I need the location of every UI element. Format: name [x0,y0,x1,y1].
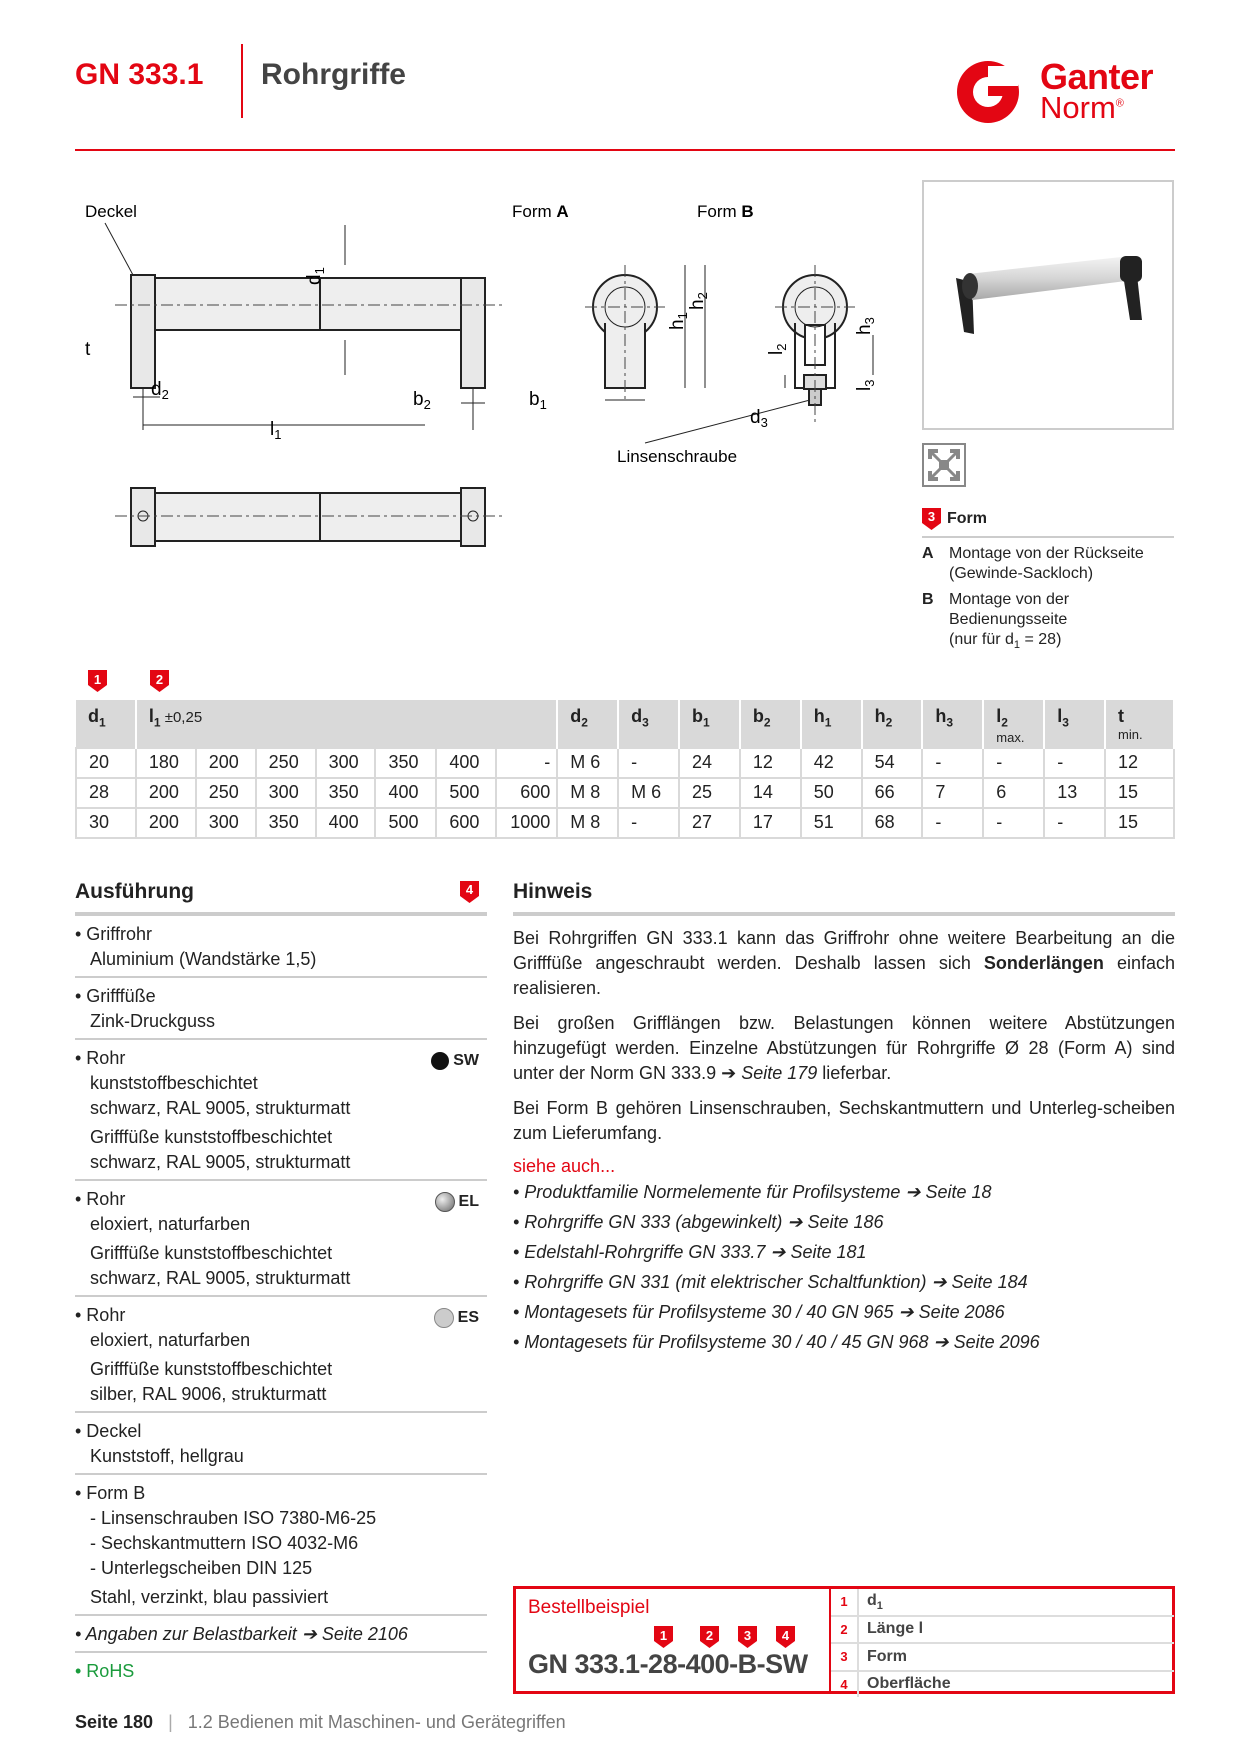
order-code: GN 333.1-28-400-B-SW [528,1649,808,1679]
badge-2-icon: 2 [155,672,164,687]
table-cell: M 6 [618,778,679,808]
product-code: GN 333.1 [75,58,204,91]
see-also-link[interactable]: • Rohrgriffe GN 333 (abgewinkelt) ➔ Seite 186 [513,1212,884,1232]
table-cell: 600 [496,778,557,808]
table-cell: 15 [1105,808,1174,838]
table-cell: - [1044,748,1105,778]
order-example-label: Bestellbeispiel [528,1597,650,1618]
table-cell: 51 [801,808,862,838]
dim-l1: $l_1$ [270,419,282,442]
table-cell: 180 [136,748,196,778]
hinweis-paragraph-2: Bei großen Grifflängen bzw. Belastungen können weitere Abstützungen hinzugefügt werden. Einzelne Abstützungen für Rohrgriffe Ø 28 (Form A) sind unter der Norm GN 333.9 ➔ Seite 179 lieferbar. [513,1013,1175,1083]
table-header-row [76,700,1174,748]
table-row [76,778,1174,808]
dim-l3: $l_3$ [854,379,877,391]
spec-finish-sw: • Rohr kunststoffbeschichtet schwarz, RAL 9005, strukturmatt Grifffüße kunststoffbeschichtet schwarz, RAL 9005, strukturmatt SW [75,1040,487,1181]
table-cell: 300 [256,778,316,808]
table-cell: 200 [136,808,196,838]
table-cell: - [1044,808,1105,838]
table-cell: 6 [983,778,1044,808]
table-cell: 54 [862,748,923,778]
spec-finish-es: • Rohr eloxiert, naturfarben Grifffüße kunststoffbeschichtet silber, RAL 9006, strukturmatt ES [75,1297,487,1413]
spec-griffrohr: • Griffrohr Aluminium (Wandstärke 1,5) [75,916,487,978]
dim-d3: $d_3$ [750,407,768,430]
dimensions-table [75,700,1175,839]
table-cell: - [618,808,679,838]
order-legend-row: 4 Oberfläche [831,1672,1174,1698]
page-footer: Seite 180 | 1.2 Bedienen mit Maschinen- und Gerätegriffen [75,1712,566,1732]
profile-system-icon [922,443,966,487]
technical-drawing [85,202,877,625]
handle-foot-left [131,275,155,388]
dim-d2: $d_2$ [151,379,169,402]
table-cell: 200 [196,748,256,778]
spec-finish-el: • Rohr eloxiert, naturfarben Grifffüße kunststoffbeschichtet schwarz, RAL 9005, strukturmatt EL [75,1181,487,1297]
dim-h1: $h_1$ [667,312,690,330]
table-cell: 500 [375,808,436,838]
table-row [76,748,1174,778]
table-cell: 200 [136,778,196,808]
table-cell: 500 [436,778,496,808]
col-h2: $h_2$ [862,700,923,748]
label-deckel: Deckel [85,202,137,221]
order-badge-3-icon: 3 [743,1628,752,1643]
spec-form-b: • Form B - Linsenschrauben ISO 7380-M6-25 - Sechskantmuttern ISO 4032-M6 - Unterlegscheiben DIN 125 Stahl, verzinkt, blau passiviert [75,1475,487,1616]
header-rule [75,149,1175,151]
col-t: t min. [1105,700,1174,748]
finish-code-el: EL [458,1193,479,1210]
dim-t: t [85,339,91,360]
form-legend-title: Form [947,510,987,527]
dim-l2: $l_2$ [766,343,789,355]
dim-h3: $h_3$ [854,317,877,335]
see-also-list [513,1177,1175,1357]
see-also-link[interactable]: • Edelstahl-Rohrgriffe GN 333.7 ➔ Seite 181 [513,1242,867,1262]
order-code-badges [654,1626,804,1650]
spec-rohs: • RoHS [75,1661,135,1681]
silver-finish-dot-icon [434,1308,454,1328]
table-cell: - [983,808,1044,838]
table-cell: 27 [679,808,740,838]
see-also-link[interactable]: • Rohrgriffe GN 331 (mit elektrischer Schaltfunktion) ➔ Seite 184 [513,1272,1028,1292]
table-cell: 7 [922,778,983,808]
form-legend-item-a: A Montage von der Rückseite (Gewinde-Sackloch) [922,545,1144,582]
hinweis-title: Hinweis [513,880,593,903]
col-d1: $d_1$ [76,700,136,748]
label-form-b: Form B [697,202,754,221]
hinweis-paragraph-3: Bei Form B gehören Linsenschrauben, Sechskantmuttern und Unterleg-scheiben zum Lieferumfang. [513,1098,1175,1143]
col-b1: $b_1$ [679,700,740,748]
col-h1: $h_1$ [801,700,862,748]
table-cell: 17 [740,808,801,838]
order-example-box [513,1586,1175,1694]
col-l1: $l_1 \pm 0,25$ [136,700,557,748]
badge-4-icon: 4 [460,881,479,903]
table-cell: M 8 [557,808,618,838]
handle-foot-right [461,278,485,388]
table-cell: M 6 [557,748,618,778]
page-title: Rohrgriffe [261,58,406,91]
badge-1-icon: 1 [93,672,102,687]
page-number: Seite 180 [75,1712,154,1732]
table-cell: 30 [76,808,136,838]
table-cell: 42 [801,748,862,778]
col-l3: $l_3$ [1044,700,1105,748]
order-legend-row: 1 $d_1$ [831,1589,1174,1617]
col-d3: $d_3$ [618,700,679,748]
logo-text-ganter: Ganter [1040,56,1154,97]
dim-b2: $b_2$ [413,389,431,412]
table-cell: - [922,808,983,838]
ausfuehrung-section [75,880,487,1684]
table-cell: 14 [740,778,801,808]
table-cell: 50 [801,778,862,808]
table-cell: 300 [196,808,256,838]
table-cell: 350 [316,778,376,808]
table-cell: 250 [196,778,256,808]
table-cell: 400 [375,778,436,808]
dim-d1: $d_1$ [304,267,327,285]
label-form-a: Form A [512,202,569,221]
table-cell: 12 [1105,748,1174,778]
spec-grifffuesse: • Grifffüße Zink-Druckguss [75,978,487,1040]
table-cell: 15 [1105,778,1174,808]
hinweis-paragraph-1: Bei Rohrgriffen GN 333.1 kann das Griffrohr ohne weitere Bearbeitung an die Grifffüße angeschraubt werden. Deshalb lassen sich Sonderlängen einfach realisieren. [513,928,1176,998]
section-name: 1.2 Bedienen mit Maschinen- und Gerätegriffen [187,1712,566,1732]
header-separator [241,44,243,118]
table-cell: 350 [375,748,436,778]
table-column-badges [88,670,288,696]
hinweis-section [513,880,1175,1357]
black-finish-dot-icon [431,1052,449,1070]
col-b2: $b_2$ [740,700,801,748]
table-cell: 400 [316,808,376,838]
table-cell: 12 [740,748,801,778]
order-legend-row: 2 Länge l [831,1617,1174,1645]
spec-belastbarkeit-link[interactable]: • Angaben zur Belastbarkeit ➔ Seite 2106 [75,1616,487,1653]
label-linsenschraube: Linsenschraube [617,447,738,466]
table-cell: - [983,748,1044,778]
table-cell: 13 [1044,778,1105,808]
finish-code-es: ES [457,1309,479,1326]
dim-h2: $h_2$ [687,292,710,310]
table-cell: 300 [316,748,376,778]
ganter-logo-icon [952,56,1032,128]
table-cell: 400 [436,748,496,778]
table-cell: 250 [256,748,316,778]
col-d2: $d_2$ [557,700,618,748]
table-row [76,808,1174,838]
order-legend [829,1589,1174,1691]
form-legend-item-b: B Montage von der Bedienungsseite (nur für $d_1 = 28$) [922,591,1070,652]
finish-code-sw: SW [453,1052,479,1069]
badge-3-icon: 3 [922,508,941,530]
table-cell: 28 [76,778,136,808]
table-cell: 66 [862,778,923,808]
ausfuehrung-title: Ausführung [75,880,194,903]
see-also-link[interactable]: • Produktfamilie Normelemente für Profilsysteme ➔ Seite 18 [513,1182,992,1202]
logo-text-norm: Norm® [1040,90,1124,125]
tube-handle-image [924,182,1172,428]
table-cell: 1000 [496,808,557,838]
order-badge-1-icon: 1 [659,1628,668,1643]
table-cell: M 8 [557,778,618,808]
see-also-link[interactable]: • Montagesets für Profilsysteme 30 / 40 / 45 GN 968 ➔ Seite 2096 [513,1332,1040,1352]
col-h3: $h_3$ [922,700,983,748]
col-l2: $l_2$ max. [983,700,1044,748]
form-legend [922,508,1174,655]
table-cell: 350 [256,808,316,838]
table-cell: - [496,748,557,778]
anodized-finish-dot-icon [435,1192,455,1212]
table-cell: 25 [679,778,740,808]
product-photo [922,180,1174,430]
table-cell: 600 [436,808,496,838]
see-also-link[interactable]: • Montagesets für Profilsysteme 30 / 40 GN 965 ➔ Seite 2086 [513,1302,1005,1322]
table-cell: 24 [679,748,740,778]
order-badge-2-icon: 2 [705,1628,714,1643]
order-badge-4-icon: 4 [781,1628,790,1643]
see-also-heading: siehe auch... [513,1156,616,1176]
table-cell: 68 [862,808,923,838]
spec-deckel: • Deckel Kunststoff, hellgrau [75,1413,487,1475]
order-legend-row: 3 Form [831,1644,1174,1672]
table-cell: - [922,748,983,778]
table-cell: 20 [76,748,136,778]
table-cell: - [618,748,679,778]
dim-b1: $b_1$ [529,389,547,412]
